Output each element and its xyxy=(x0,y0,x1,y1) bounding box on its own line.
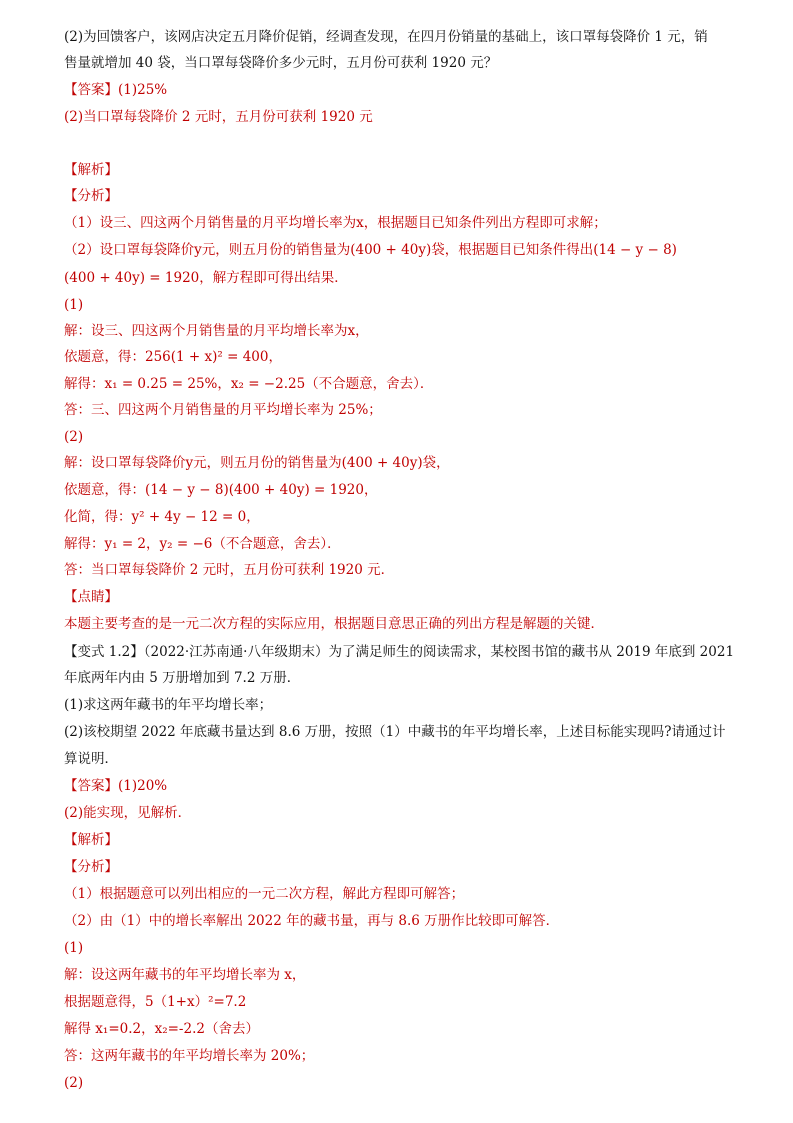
solution-1-line-1: 解：设三、四这两个月销售量的月平均增长率为x， xyxy=(64,323,369,339)
fenxi-heading: 【分析】 xyxy=(64,188,118,204)
variant-question-2-line-2: 算说明． xyxy=(64,751,118,767)
part-1-label: (1) xyxy=(64,297,84,313)
variant-solution-line-1: 解：设这两年藏书的年平均增长率为 x， xyxy=(64,967,306,983)
variant-part-1-label: (1) xyxy=(64,940,84,956)
dianjing-text: 本题主要考查的是一元二次方程的实际应用，根据题目意思正确的列出方程是解题的关键． xyxy=(64,616,604,632)
solution-2-line-1: 解：设口罩每袋降价y元，则五月份的销售量为(400 + 40y)袋， xyxy=(64,455,450,471)
variant-fenxi-line-1: （1）根据题意可以列出相应的一元二次方程，解此方程即可解答； xyxy=(64,886,465,902)
variant-fenxi-heading: 【分析】 xyxy=(64,859,118,875)
solution-2-line-2: 依题意，得：(14 − y − 8)(400 + 40y) = 1920， xyxy=(64,482,378,498)
variant-answer-2: (2)能实现，见解析． xyxy=(64,805,192,821)
variant-fenxi-line-2: （2）由（1）中的增长率解出 2022 年的藏书量，再与 8.6 万册作比较即可解答． xyxy=(64,913,560,929)
solution-1-line-2: 依题意，得：256(1 + x)² = 400， xyxy=(64,349,282,365)
variant-solution-line-2: 根据题意得，5（1+x）²=7.2 xyxy=(64,994,247,1010)
part-2-label: (2) xyxy=(64,429,84,445)
solution-1-line-3: 解得：x₁ = 0.25 = 25%，x₂ = −2.25（不合题意，舍去）． xyxy=(64,376,434,392)
solution-2-line-3: 化简，得：y² + 4y − 12 = 0， xyxy=(64,509,260,525)
fenxi-line-3: (400 + 40y) = 1920，解方程即可得出结果． xyxy=(64,270,348,286)
answer-2: (2)当口罩每袋降价 2 元时，五月份可获利 1920 元 xyxy=(64,109,373,125)
analysis-heading: 【解析】 xyxy=(64,162,118,178)
variant-1-2-line-2: 年底两年内由 5 万册增加到 7.2 万册． xyxy=(64,670,301,686)
dianjing-heading: 【点睛】 xyxy=(64,589,118,605)
solution-2-line-4: 解得：y₁ = 2，y₂ = −6（不合题意，舍去）． xyxy=(64,536,341,552)
variant-question-2-line-1: (2)该校期望 2022 年底藏书量达到 8.6 万册，按照（1）中藏书的年平均增长率，上述目标能实现吗?请通过计 xyxy=(64,724,726,740)
fenxi-line-2: （2）设口罩每袋降价y元，则五月份的销售量为(400 + 40y)袋，根据题目已知条件得出(14 − y − 8) xyxy=(64,242,677,258)
solution-1-line-4: 答：三、四这两个月销售量的月平均增长率为 25%； xyxy=(64,402,382,418)
variant-part-2-label: (2) xyxy=(64,1075,84,1091)
solution-2-line-5: 答：当口罩每袋降价 2 元时，五月份可获利 1920 元． xyxy=(64,562,395,578)
fenxi-line-1: （1）设三、四这两个月销售量的月平均增长率为x，根据题目已知条件列出方程即可求解； xyxy=(64,215,607,231)
variant-question-1: (1)求这两年藏书的年平均增长率； xyxy=(64,697,273,713)
question-2-line-2: 售量就增加 40 袋，当口罩每袋降价多少元时，五月份可获利 1920 元？ xyxy=(64,55,498,71)
variant-answer-1: 【答案】(1)20% xyxy=(64,778,168,794)
answer-1: 【答案】(1)25% xyxy=(64,82,168,98)
variant-1-2-line-1: 【变式 1.2】（2022·江苏南通·八年级期末）为了满足师生的阅读需求，某校图书馆的藏书从 2019 年底到 2021 xyxy=(64,644,735,660)
variant-analysis-heading: 【解析】 xyxy=(64,832,118,848)
question-2-line-1: (2)为回馈客户，该网店决定五月降价促销，经调查发现，在四月份销量的基础上，该口罩每袋降价 1 元，销 xyxy=(64,29,708,45)
variant-solution-line-3: 解得 x₁=0.2，x₂=-2.2（舍去） xyxy=(64,1021,259,1037)
variant-solution-line-4: 答：这两年藏书的年平均增长率为 20%； xyxy=(64,1048,315,1064)
